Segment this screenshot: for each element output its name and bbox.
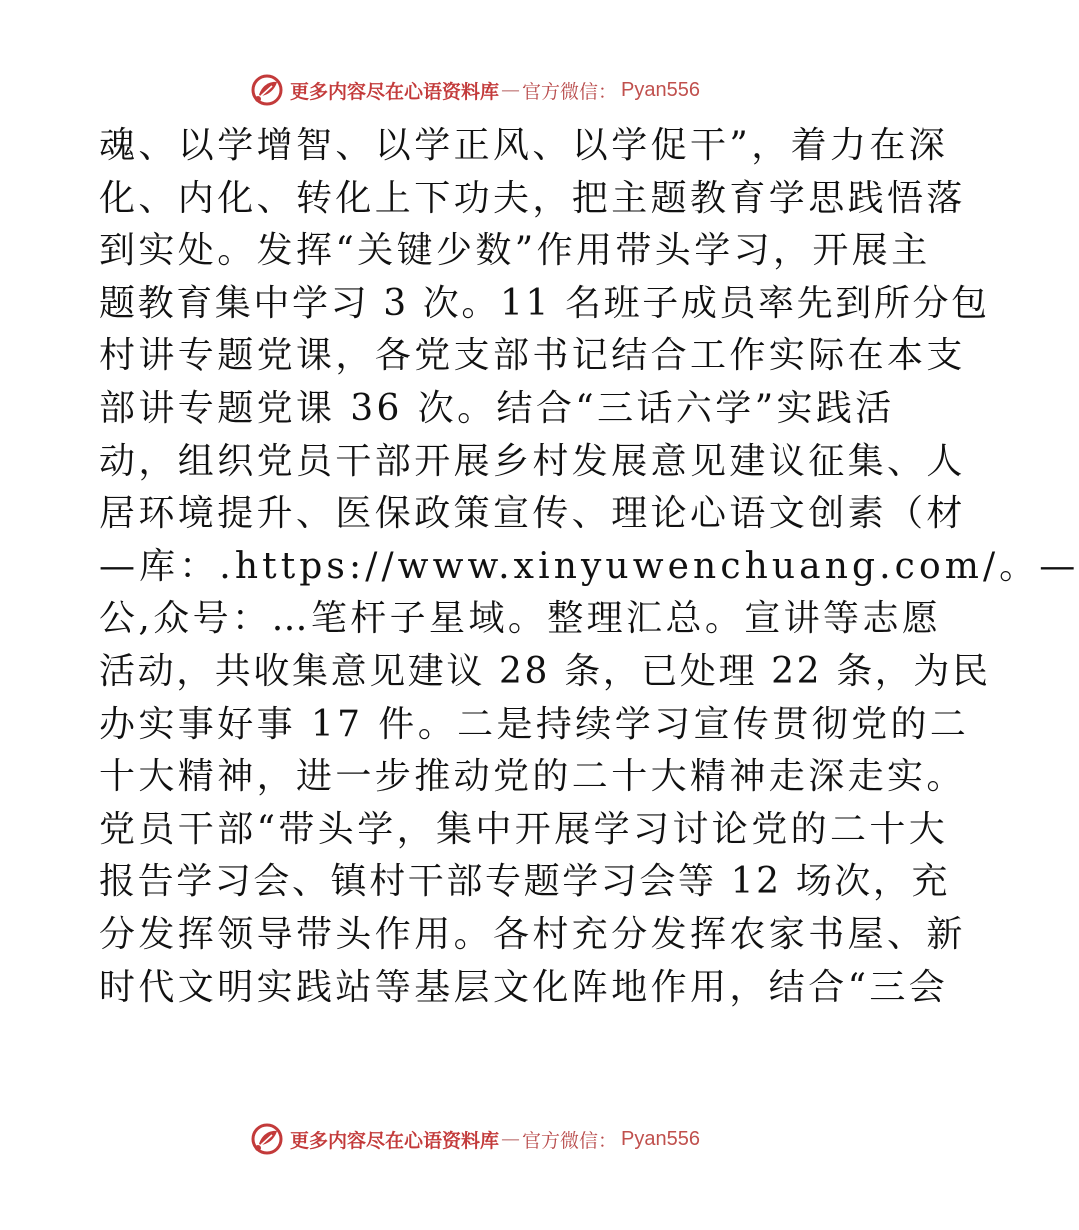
leaf-logo-icon (250, 1122, 284, 1156)
text-line: 报告学习会、镇村干部专题学习会等 12 场次，充 (99, 861, 951, 903)
banner-slogan: 更多内容尽在心语资料库 (289, 80, 499, 103)
text-line: 部讲专题党课 36 次。结合“三话六学”实践活 (99, 387, 895, 429)
text-line: 公,众号：…笔杆子星域。整理汇总。宣讲等志愿 (99, 598, 942, 640)
text-line: 居环境提升、医保政策宣传、理论心语文创素（材 (99, 493, 966, 535)
banner-separator: — (501, 1128, 520, 1150)
banner-wechat-id: Pyan556 (621, 78, 700, 101)
banner-label: 官方微信 (522, 80, 599, 103)
text-line: 动，组织党员干部开展乡村发展意见建议征集、人 (99, 440, 966, 482)
text-line: 党员干部“带头学，集中开展学习讨论党的二十大 (99, 808, 949, 850)
banner-colon: ： (598, 1129, 618, 1152)
text-line: —库：.https://www.xinyuwenchuang.com/。— (99, 545, 1079, 587)
text-line: 魂、以学增智、以学正风、以学促干”，着力在深 (99, 125, 949, 166)
banner-colon: ： (598, 80, 618, 103)
text-line: 化、内化、转化上下功夫，把主题教育学思践悟落 (99, 177, 966, 219)
text-line: 到实处。发挥“关键少数”作用带头学习，开展主 (99, 230, 931, 272)
leaf-logo-icon (250, 73, 284, 107)
banner-wechat-id: Pyan556 (621, 1127, 700, 1150)
header-banner (0, 73, 950, 107)
body-text (99, 120, 1079, 1014)
text-line: 活动，共收集意见建议 28 条，已处理 22 条，为民 (99, 650, 991, 692)
text-line: 办实事好事 17 件。二是持续学习宣传贯彻党的二 (99, 703, 970, 745)
text-line: 时代文明实践站等基层文化阵地作用，结合“三会 (99, 966, 949, 1008)
text-line: 村讲专题党课，各党支部书记结合工作实际在本支 (99, 335, 966, 377)
footer-banner (0, 1122, 950, 1156)
banner-label: 官方微信 (522, 1129, 599, 1152)
text-line: 十大精神，进一步推动党的二十大精神走深走实。 (99, 756, 966, 798)
text-line: 题教育集中学习 3 次。11 名班子成员率先到所分包 (99, 282, 990, 324)
banner-separator: — (501, 79, 520, 101)
banner-slogan: 更多内容尽在心语资料库 (289, 1129, 499, 1152)
text-line: 分发挥领导带头作用。各村充分发挥农家书屋、新 (99, 913, 966, 955)
